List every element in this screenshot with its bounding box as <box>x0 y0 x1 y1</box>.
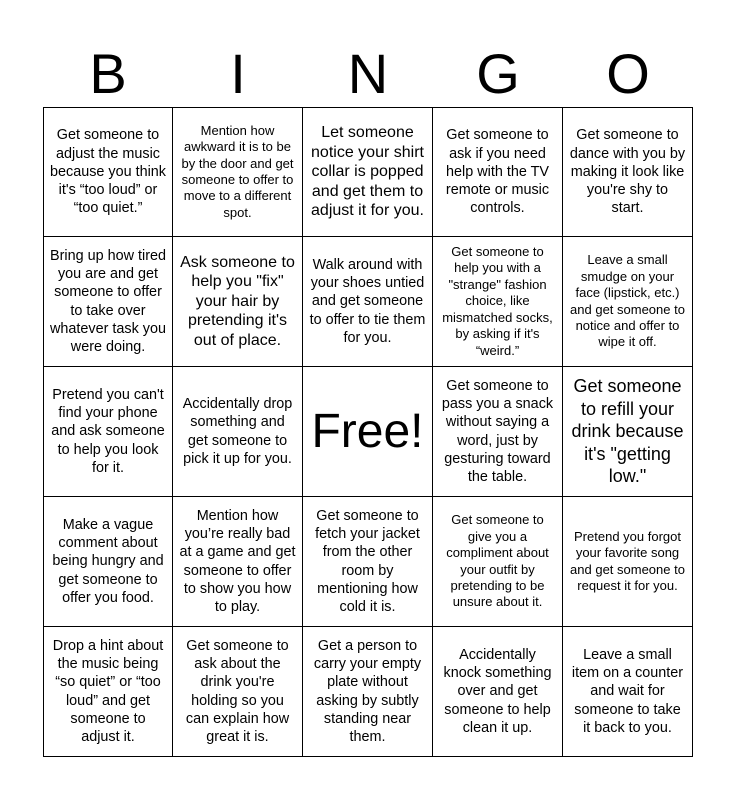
bingo-cell: Drop a hint about the music being “so quiet” or “too loud” and get someone to adjust it. <box>43 627 173 757</box>
bingo-cell: Get someone to ask about the drink you're holding so you can explain how great it is. <box>173 627 303 757</box>
bingo-cell: Pretend you forgot your favorite song and get someone to request it for you. <box>563 497 693 627</box>
bingo-cell: Make a vague comment about being hungry and get someone to offer you food. <box>43 497 173 627</box>
bingo-cell: Get someone to fetch your jacket from the other room by mentioning how cold it is. <box>303 497 433 627</box>
bingo-cell: Accidentally knock something over and get someone to help clean it up. <box>433 627 563 757</box>
bingo-cell: Get someone to help you with a "strange" fashion choice, like mismatched socks, by asking if it's “weird.” <box>433 237 563 367</box>
bingo-cell: Get someone to adjust the music because you think it's “too loud” or “too quiet.” <box>43 107 173 237</box>
bingo-cell: Mention how you’re really bad at a game and get someone to offer to show you how to play. <box>173 497 303 627</box>
bingo-header <box>43 44 693 104</box>
bingo-grid <box>43 107 693 757</box>
bingo-cell: Bring up how tired you are and get someone to offer to take over whatever task you were doing. <box>43 237 173 367</box>
bingo-cell: Mention how awkward it is to be by the door and get someone to offer to move to a different spot. <box>173 107 303 237</box>
bingo-cell: Get someone to dance with you by making it look like you're shy to start. <box>563 107 693 237</box>
bingo-cell: Get a person to carry your empty plate without asking by subtly standing near them. <box>303 627 433 757</box>
bingo-cell: Leave a small item on a counter and wait for someone to take it back to you. <box>563 627 693 757</box>
free-space: Free! <box>303 367 433 497</box>
bingo-cell: Let someone notice your shirt collar is popped and get them to adjust it for you. <box>303 107 433 237</box>
bingo-cell: Get someone to pass you a snack without saying a word, just by gesturing toward the table. <box>433 367 563 497</box>
header-letter-n: N <box>347 42 389 105</box>
bingo-cell: Leave a small smudge on your face (lipstick, etc.) and get someone to notice and offer to wipe it off. <box>563 237 693 367</box>
header-letter-g: G <box>476 42 520 105</box>
header-letter-b: B <box>89 42 127 105</box>
header-letter-o: O <box>606 42 650 105</box>
bingo-cell: Get someone to ask if you need help with the TV remote or music controls. <box>433 107 563 237</box>
bingo-cell: Accidentally drop something and get someone to pick it up for you. <box>173 367 303 497</box>
bingo-cell: Get someone to give you a compliment about your outfit by pretending to be unsure about it. <box>433 497 563 627</box>
header-letter-i: I <box>230 42 246 105</box>
bingo-cell: Get someone to refill your drink because it's "getting low." <box>563 367 693 497</box>
bingo-cell: Pretend you can't find your phone and ask someone to help you look for it. <box>43 367 173 497</box>
bingo-cell: Walk around with your shoes untied and get someone to offer to tie them for you. <box>303 237 433 367</box>
bingo-cell: Ask someone to help you "fix" your hair by pretending it's out of place. <box>173 237 303 367</box>
